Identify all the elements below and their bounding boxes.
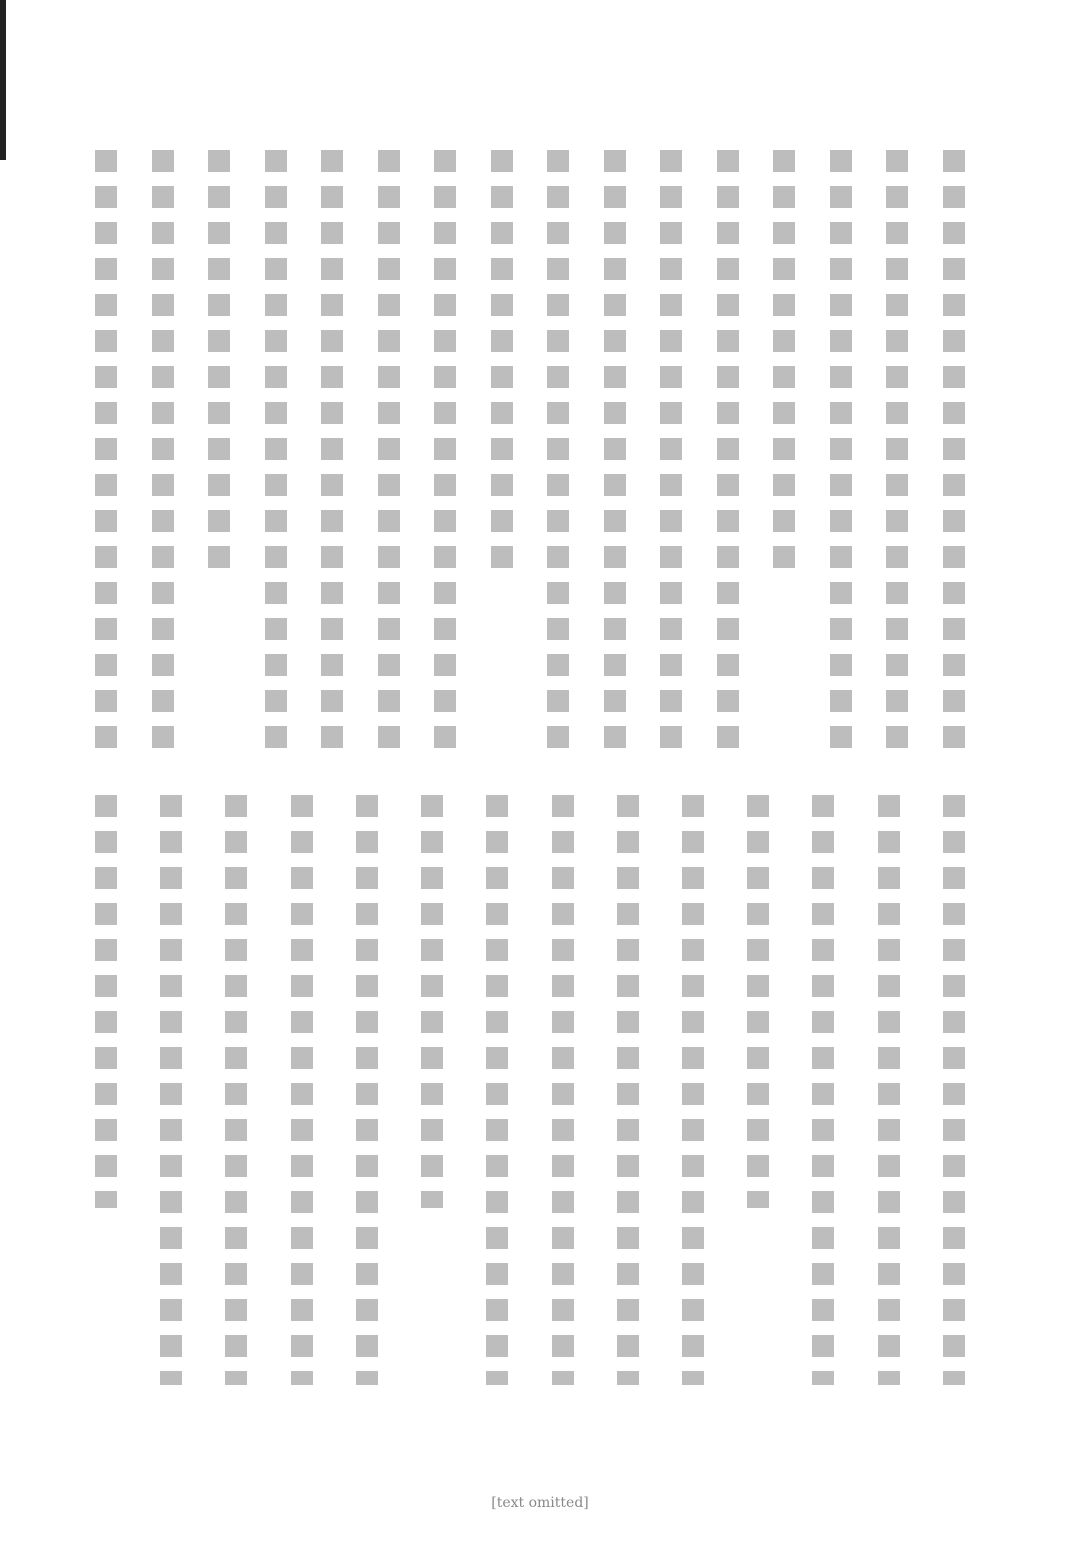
text-column-redacted [291,795,313,1385]
text-column-redacted [604,150,626,750]
text-column-redacted [878,795,900,1385]
text-column-redacted [321,150,343,750]
lower-text-block [95,795,965,1385]
redaction-note: [text omitted] [491,1495,589,1511]
text-column-redacted [660,150,682,750]
text-column-redacted [160,795,182,1385]
text-column-redacted [434,150,456,750]
text-column-redacted [830,150,852,750]
text-column-redacted [617,795,639,1385]
text-column-redacted [886,150,908,750]
text-column-redacted [717,150,739,750]
page-edge-strip [0,0,6,160]
text-column-redacted [152,150,174,750]
text-column-redacted [943,150,965,750]
text-column-redacted [747,795,769,1208]
text-column-redacted [552,795,574,1385]
text-column-redacted [95,150,117,750]
text-column-redacted [378,150,400,750]
text-column-redacted [421,795,443,1208]
text-column-redacted [225,795,247,1385]
text-column-redacted [356,795,378,1385]
text-column-redacted [95,795,117,1208]
text-column-redacted [547,150,569,750]
text-column-redacted [812,795,834,1385]
text-column-redacted [491,150,513,570]
text-column-redacted [943,795,965,1385]
text-column-redacted [208,150,230,570]
text-column-redacted [773,150,795,570]
text-column-redacted [265,150,287,750]
upper-text-block [95,150,965,750]
text-column-redacted [682,795,704,1385]
text-column-redacted [486,795,508,1385]
